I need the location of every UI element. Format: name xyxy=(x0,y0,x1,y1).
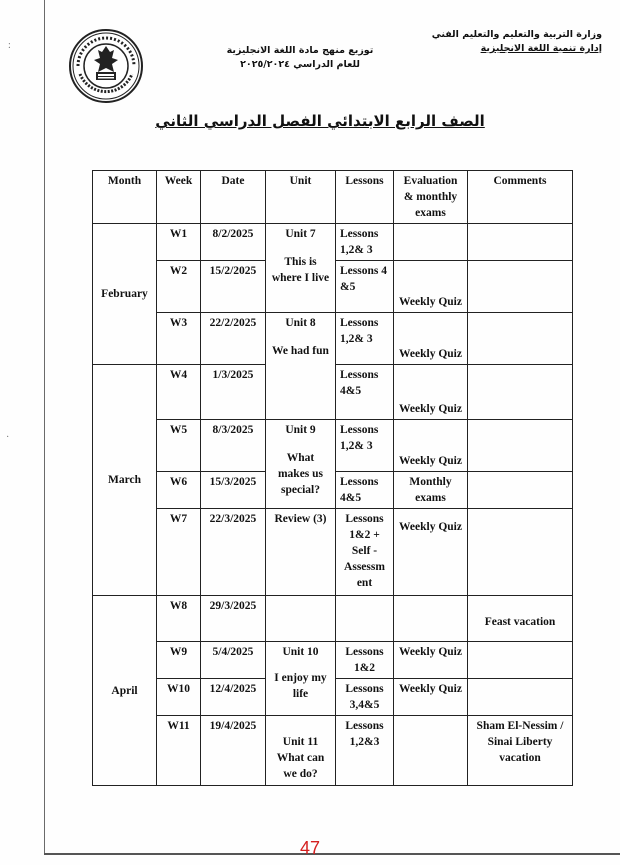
comments-cell xyxy=(468,472,573,509)
column-header: Comments xyxy=(468,171,573,224)
unit-title: Unit 9 xyxy=(285,424,316,436)
comments-cell xyxy=(468,313,573,365)
comments-cell xyxy=(468,509,573,596)
month-cell: April xyxy=(93,596,157,786)
evaluation-cell xyxy=(394,716,468,786)
date-cell: 29/3/2025 xyxy=(201,596,266,642)
evaluation-cell: Weekly Quiz xyxy=(394,313,468,365)
ministry-seal-logo xyxy=(68,28,144,104)
column-header: Month xyxy=(93,171,157,224)
comments-cell xyxy=(468,642,573,679)
unit-cell xyxy=(266,224,336,313)
column-header: Evaluation & monthly exams xyxy=(394,171,468,224)
column-header: Unit xyxy=(266,171,336,224)
unit-name: What makes us special? xyxy=(277,452,324,496)
distribution-title: توزيع منهج مادة اللغة الانجليزية xyxy=(226,45,374,56)
lessons-cell: Lessons 3,4&5 xyxy=(336,679,394,716)
academic-year: للعام الدراسي ٢٠٢٥/٢٠٢٤ xyxy=(240,59,360,70)
unit-title: Unit 7 xyxy=(285,228,316,240)
unit-name: This is where I live xyxy=(271,256,330,284)
comments-cell xyxy=(468,261,573,313)
week-cell: W2 xyxy=(157,261,201,313)
evaluation-cell: Weekly Quiz xyxy=(394,509,468,596)
lessons-cell: Lessons 1&2 + Self - Assessm ent xyxy=(336,509,394,596)
curriculum-table xyxy=(92,170,573,786)
scan-mark: : xyxy=(8,40,11,51)
unit-cell: Review (3) xyxy=(266,509,336,596)
page-number: 47 xyxy=(299,838,321,858)
evaluation-cell: Weekly Quiz xyxy=(394,365,468,420)
table-row xyxy=(93,596,573,642)
column-header: Week xyxy=(157,171,201,224)
page-title: الصف الرابع الابتدائي الفصل الدراسي الثاني xyxy=(155,112,485,130)
comments-cell xyxy=(468,679,573,716)
lessons-cell xyxy=(336,596,394,642)
lessons-cell: Lessons 1,2& 3 xyxy=(336,420,394,472)
table-row xyxy=(93,716,573,786)
date-cell: 5/4/2025 xyxy=(201,642,266,679)
lessons-cell: Lessons 1,2& 3 xyxy=(336,224,394,261)
month-cell: March xyxy=(93,365,157,596)
evaluation-cell: Weekly Quiz xyxy=(394,261,468,313)
unit-cell xyxy=(266,642,336,716)
lessons-cell: Lessons 1,2& 3 xyxy=(336,313,394,365)
evaluation-cell: Weekly Quiz xyxy=(394,679,468,716)
comments-cell xyxy=(468,420,573,472)
week-cell: W9 xyxy=(157,642,201,679)
comments-cell: Sham El-Nessim / Sinai Liberty vacation xyxy=(468,716,573,786)
column-header: Lessons xyxy=(336,171,394,224)
ministry-header xyxy=(432,28,602,56)
date-cell: 8/2/2025 xyxy=(201,224,266,261)
unit-title: Unit 8 xyxy=(285,317,316,329)
lessons-cell: Lessons 4 &5 xyxy=(336,261,394,313)
week-cell: W8 xyxy=(157,596,201,642)
evaluation-cell xyxy=(394,224,468,261)
date-cell: 19/4/2025 xyxy=(201,716,266,786)
unit-name: I enjoy my life xyxy=(274,672,327,700)
week-cell: W5 xyxy=(157,420,201,472)
lessons-cell: Lessons 4&5 xyxy=(336,365,394,420)
date-cell: 12/4/2025 xyxy=(201,679,266,716)
table-row xyxy=(93,224,573,261)
ministry-name: وزارة التربية والتعليم والتعليم الفني xyxy=(431,29,602,40)
evaluation-cell: Weekly Quiz xyxy=(394,420,468,472)
comments-cell xyxy=(468,224,573,261)
date-cell: 8/3/2025 xyxy=(201,420,266,472)
table-row xyxy=(93,509,573,596)
week-cell: W4 xyxy=(157,365,201,420)
week-cell: W10 xyxy=(157,679,201,716)
week-cell: W3 xyxy=(157,313,201,365)
evaluation-cell: Weekly Quiz xyxy=(394,642,468,679)
curriculum-distribution-header xyxy=(200,44,400,72)
date-cell: 22/2/2025 xyxy=(201,313,266,365)
scan-mark: · xyxy=(6,432,10,443)
table-row xyxy=(93,420,573,472)
comments-cell xyxy=(468,365,573,420)
table-header-row xyxy=(93,171,573,224)
page-border-left xyxy=(44,0,45,855)
unit-title: Unit 10 xyxy=(282,646,319,658)
evaluation-cell: Monthly exams xyxy=(394,472,468,509)
date-cell: 1/3/2025 xyxy=(201,365,266,420)
date-cell: 15/3/2025 xyxy=(201,472,266,509)
unit-cell xyxy=(266,596,336,642)
unit-cell xyxy=(266,313,336,420)
unit-name: We had fun xyxy=(272,345,329,357)
comments-cell: Feast vacation xyxy=(468,596,573,642)
lessons-cell: Lessons 1&2 xyxy=(336,642,394,679)
date-cell: 15/2/2025 xyxy=(201,261,266,313)
department-name: إدارة تنمية اللغة الانجليزية xyxy=(480,43,602,54)
week-cell: W7 xyxy=(157,509,201,596)
week-cell: W6 xyxy=(157,472,201,509)
column-header: Date xyxy=(201,171,266,224)
lessons-cell: Lessons 4&5 xyxy=(336,472,394,509)
unit-cell: Unit 11 What can we do? xyxy=(266,716,336,786)
week-cell: W11 xyxy=(157,716,201,786)
lessons-cell: Lessons 1,2&3 xyxy=(336,716,394,786)
table-row xyxy=(93,642,573,679)
month-cell: February xyxy=(93,224,157,365)
unit-cell xyxy=(266,420,336,509)
date-cell: 22/3/2025 xyxy=(201,509,266,596)
week-cell: W1 xyxy=(157,224,201,261)
table-row xyxy=(93,313,573,365)
evaluation-cell xyxy=(394,596,468,642)
